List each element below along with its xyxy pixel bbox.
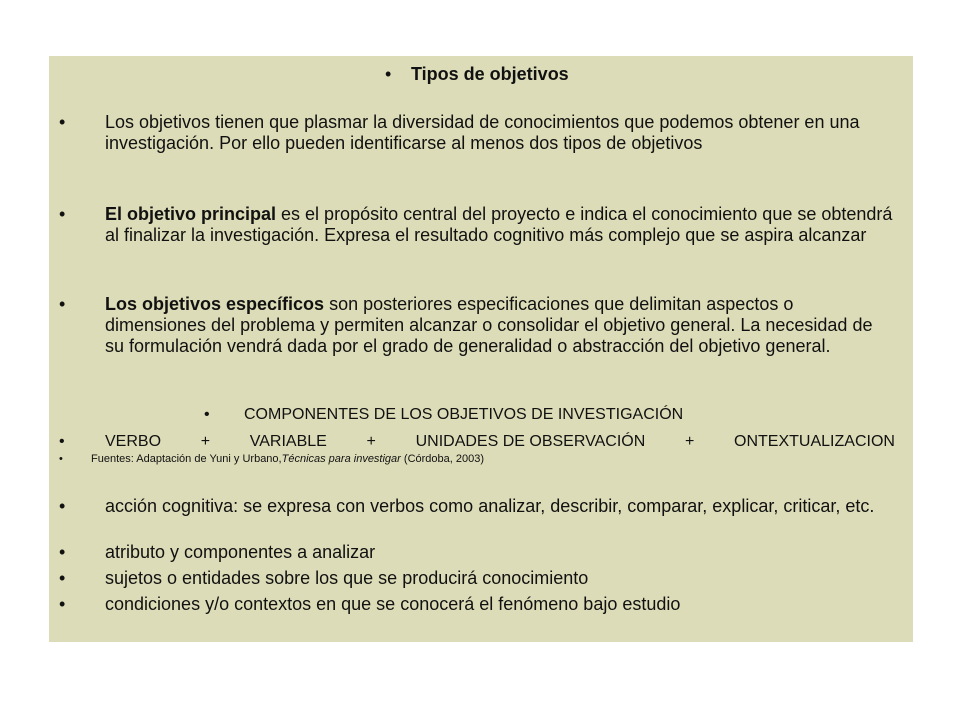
- bullet-dot: •: [59, 112, 66, 132]
- paragraph-3-text: [105, 294, 895, 357]
- formula-plus: +: [200, 433, 211, 450]
- components-heading-text: COMPONENTES DE LOS OBJETIVOS DE INVESTIGACIÓN: [244, 406, 684, 423]
- paragraph-1-text: Los objetivos tienen que plasmar la diversidad de conocimientos que podemos obtener en una investigación. Por ello pueden identificarse al menos dos tipos de objetivos: [105, 112, 860, 153]
- list-item: [59, 496, 913, 540]
- formula-text: [105, 432, 895, 451]
- formula-plus: +: [366, 433, 376, 450]
- formula-term: UNIDADES DE OBSERVACIÓN: [415, 433, 646, 450]
- formula-term: VERBO: [105, 433, 162, 450]
- source-line: [59, 453, 913, 467]
- bullet-dot: •: [59, 542, 66, 562]
- source-text: [91, 453, 484, 466]
- components-heading: [204, 405, 764, 425]
- paragraph-2-text: [105, 204, 895, 246]
- formula-row: [59, 432, 913, 452]
- bullet-dot: •: [385, 64, 392, 84]
- paragraph-2-rest: es el propósito central del proyecto e indica el conocimiento que se obtendrá al finalizar la investigación. Expresa el resultado cognitivo más complejo que se aspira alcanzar: [105, 204, 893, 245]
- formula-plus: +: [684, 433, 695, 450]
- formula-term: ONTEXTUALIZACION: [734, 433, 895, 450]
- title-bullet: [385, 64, 685, 86]
- bullet-dot: •: [59, 496, 66, 516]
- list-item: [59, 542, 913, 564]
- bullet-dot: •: [59, 204, 66, 224]
- bullet-dot: •: [59, 294, 66, 314]
- list-item: [59, 594, 913, 616]
- formula-term: VARIABLE: [249, 433, 327, 450]
- bullet-dot: •: [204, 406, 210, 423]
- paragraph-3: [59, 294, 913, 384]
- list-item-text: condiciones y/o contextos en que se conocerá el fenómeno bajo estudio: [105, 594, 681, 614]
- bullet-dot: •: [59, 594, 66, 614]
- source-italic: Técnicas para investigar: [281, 453, 401, 465]
- slide-title: Tipos de objetivos: [411, 64, 569, 84]
- slide-content-box: [49, 56, 913, 642]
- paragraph-2: [59, 204, 913, 274]
- list-item-text: atributo y componentes a analizar: [105, 542, 376, 562]
- source-suffix: (Córdoba, 2003): [400, 453, 485, 465]
- paragraph-2-bold: El objetivo principal: [105, 204, 277, 224]
- list-item: [59, 568, 913, 590]
- paragraph-3-bold: Los objetivos específicos: [105, 294, 325, 314]
- bullet-dot: •: [59, 453, 63, 465]
- list-item-text: acción cognitiva: se expresa con verbos como analizar, describir, comparar, explicar, criticar, etc.: [105, 496, 875, 516]
- paragraph-3-rest: son posteriores especificaciones que delimitan aspectos o dimensiones del problema y permiten alcanzar o consolidar el objetivo general. La necesidad de su formulación vendrá dada por el grado de generalidad o abstracción del objetivo general.: [105, 294, 873, 356]
- list-item-text: sujetos o entidades sobre los que se producirá conocimiento: [105, 568, 589, 588]
- bullet-dot: •: [59, 433, 65, 450]
- bullet-dot: •: [59, 568, 66, 588]
- paragraph-1: [59, 112, 913, 182]
- source-prefix: Fuentes: Adaptación de Yuni y Urbano,: [91, 453, 282, 465]
